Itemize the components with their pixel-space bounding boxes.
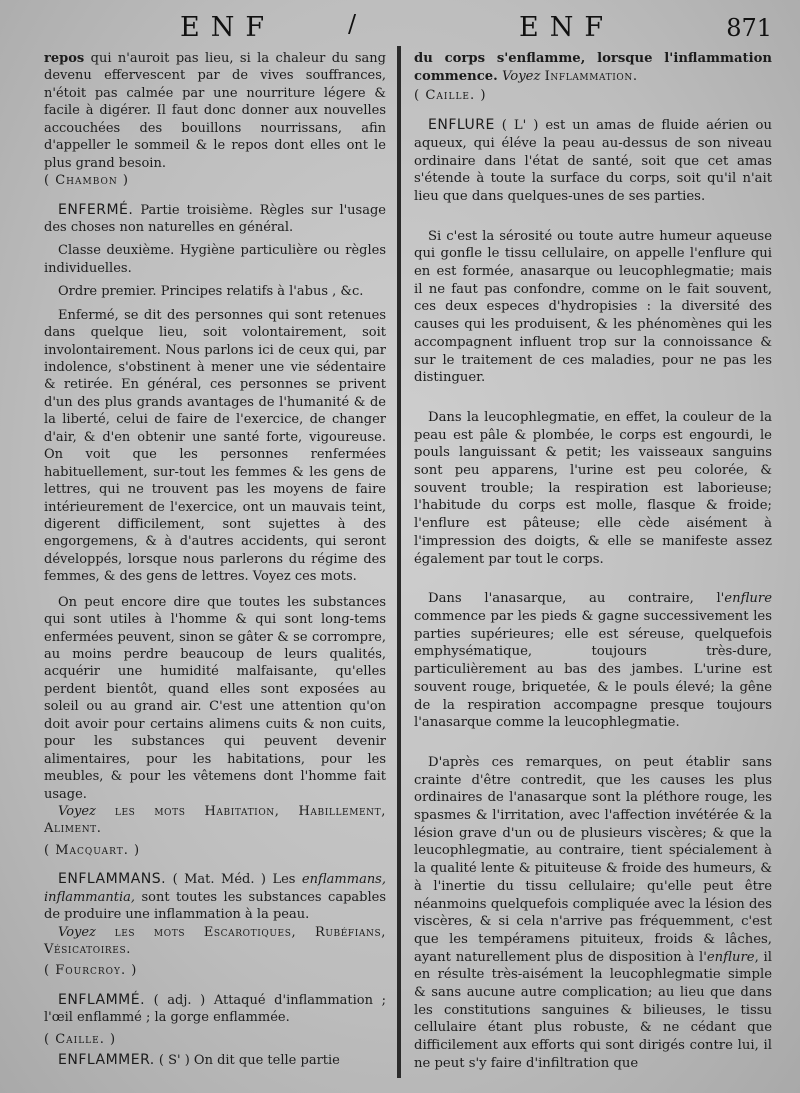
voyez-habitation: Voyez les mots Habitation, Habillement, Aliment.	[44, 803, 386, 837]
entry-enflure: ENFLURE ( L' ) est un amas de fluide aérien ou aqueux, qui éléve la peau au-dessus de son niveau ordinaire dans l'état de santé, soit que cet amas s'étende à toute la surface du corps, soit qu'il n'ait lieu que dans quelques-unes de ses parties.	[414, 117, 772, 204]
ordre-line: Ordre premier. Principes relatifs à l'abus , &c.	[58, 284, 364, 300]
paragraph-anasarque: Dans l'anasarque, au contraire, l'enflure commence par les pieds & gagne successivement les parties supérieures; elle est séreuse, quelquefois emphysématique, toujours très-dure, particulièrement au bas des jambes. L'urine est souvent rouge, briquetée, & le pouls élevé; la gêne de la respiration accompagne presque toujours l'anasarque comme la leucophlegmatie.	[414, 591, 772, 731]
entry-enflamme: ENFLAMMÉ. ( adj. ) Attaqué d'inflammation ; l'œil enflammé ; la gorge enflammée.	[44, 991, 386, 1026]
paragraph-repos	[44, 50, 386, 172]
entry-enferme	[44, 202, 386, 237]
headword-enferme: ENFERMÉ.	[58, 201, 134, 218]
running-head-right: ENF	[519, 12, 615, 43]
right-column	[414, 50, 772, 1073]
page-number: 871	[726, 14, 772, 42]
header-ornament: /	[348, 10, 357, 38]
headword-enflamme: ENFLAMMÉ.	[58, 991, 146, 1008]
column-rule	[397, 46, 401, 1078]
signature-macquart: ( Macquart. )	[44, 842, 141, 858]
paragraph-corps: du corps s'enflamme, lorsque l'inflammation commence. Voyez Inflammation.	[414, 51, 772, 84]
voyez-escarotiques: Voyez les mots Escarotiques, Rubéfians, Vésicatoires.	[44, 924, 386, 957]
signature-fourcroy: ( Fourcroy. )	[44, 963, 138, 979]
signature-caille-left: ( Caille. )	[44, 1031, 117, 1047]
headword-enflammer: ENFLAMMER.	[58, 1052, 155, 1069]
headword-enflure: ENFLURE	[428, 117, 495, 134]
paragraph-serosite: Si c'est la sérosité ou toute autre humeur aqueuse qui gonfle le tissu cellulaire, on appelle l'enflure qui en est formée, anasarque ou leucophlegmatie; mais il ne faut pas confondre, comme on le fait souvent, ces deux especes d'hydropisies : la diversité des causes qui les produisent, & les phénomènes qui les accompagnent influent trop sur la connoissance & sur le traitement de ces maladies, pour ne pas les distinguer.	[414, 228, 772, 386]
paragraph-leucophlegmatie: Dans la leucophlegmatie, en effet, la couleur de la peau est pâle & plombée, le corps est engourdi, le pouls languissant & petit; les vaisseaux sanguins sont peu apparens, l'urine est peu colorée, & souvent trouble; la respiration est laborieuse; l'habitude du corps est molle, flasque & froide; l'enflure est pâteuse; elle cède aisément à l'impression des doigts, & elle se manifeste assez également par tout le corps.	[414, 409, 772, 567]
paragraph-repos-text: repos qui n'auroit pas lieu, si la chaleur du sang devenu effervescent par de vives souffrances, n'étoit pas calmée par une nourriture légere & facile à digérer. Il faut donc donner aux nouvelles accouchées des bouillons nourrissans, afin d'appeller le sommeil & le repos dont elles ont le plus grand besoin.	[44, 51, 386, 171]
entry-enflammer: ENFLAMMER. ( S' ) On dit que telle partie	[58, 1052, 340, 1069]
running-head-left: ENF	[180, 12, 276, 43]
headword-enflammans: ENFLAMMANS.	[58, 871, 167, 888]
classe-line: Classe deuxième. Hygiène particulière ou règles individuelles.	[44, 243, 386, 276]
signature-caille-right: ( Caille. )	[414, 88, 487, 104]
entry-enferme-desc: Partie troisième. Règles sur l'usage des choses non naturelles en général.	[44, 202, 386, 235]
signature-chambon: ( Chambon )	[44, 173, 129, 189]
paragraph-substances: On peut encore dire que toutes les substances qui sont utiles à l'homme & qui sont long-tems enfermées peuvent, sinon se gâter & se corrompre, au moins perdre beaucoup de leurs qualités, acquérir une humidité malfaisante, qu'elles perdent bientôt, quand elles sont exposées au soleil ou au grand air. C'est une attention qu'on doit avoir pour certains alimens cuits & non cuits, pour les substances qui peuvent devenir alimentaires, pour les habitations, pour les meubles, & pour les vêtemens dont l'homme fait usage.	[44, 594, 386, 802]
paragraph-apres: D'après ces remarques, on peut établir sans crainte d'être contredit, que les causes les plus ordinaires de l'anasarque sont la pléthore rouge, les spasmes & l'irritation, avec l'affection invétérée & la lésion grave d'un ou de plusieurs viscères; & que la leucophlegmatie, au contraire, tient spécialement à la qualité lente & pituiteuse & froide des humeurs, & à l'inertie du tissu cellulaire; qu'elle peut être néanmoins quelquefois compliquée avec la lésion des viscères, & si cela n'arrive pas fréquemment, c'est que les tempéramens pituiteux, froids & lâches, ayant naturellement plus de disposition à l'enflure, il en résulte très-aisément la leucophlegmatie simple & sans aucune autre complication; au lieu que dans les constitutions sanguines & bilieuses, le tissu cellulaire étant plus robuste, & ne cédant que difficilement aux efforts qui sont dirigés contre lui, il ne peut s'y faire d'infiltration que	[414, 754, 772, 1071]
left-column	[44, 50, 386, 1070]
paragraph-enferme: Enfermé, se dit des personnes qui sont retenues dans quelque lieu, soit volontairement, soit involontairement. Nous parlons ici de ceux qui, par indolence, s'obstinent à mener une vie sédentaire & retirée. En général, ces personnes se privent d'un des plus grands avantages de l'humanité & de la liberté, celui de faire de l'exercice, de changer d'air, & d'en obtenir une santé forte, vigoureuse. On voit que les personnes renfermées habituellement, sur-tout les femmes & les gens de lettres, qui ne trouvent pas les moyens de faire intérieurement de l'exercice, ont un mauvais teint, digerent difficilement, sont sujettes à des engorgemens, & à d'autres accidents, qui seront développés, lorsque nous parlerons du régime des femmes, & des gens de lettres. Voyez ces mots.	[44, 307, 386, 585]
entry-enflammans: ENFLAMMANS. ( Mat. Méd. ) Les enflammans, inflammantia, sont toutes les substances capables de produire une inflammation à la peau.	[44, 871, 386, 923]
